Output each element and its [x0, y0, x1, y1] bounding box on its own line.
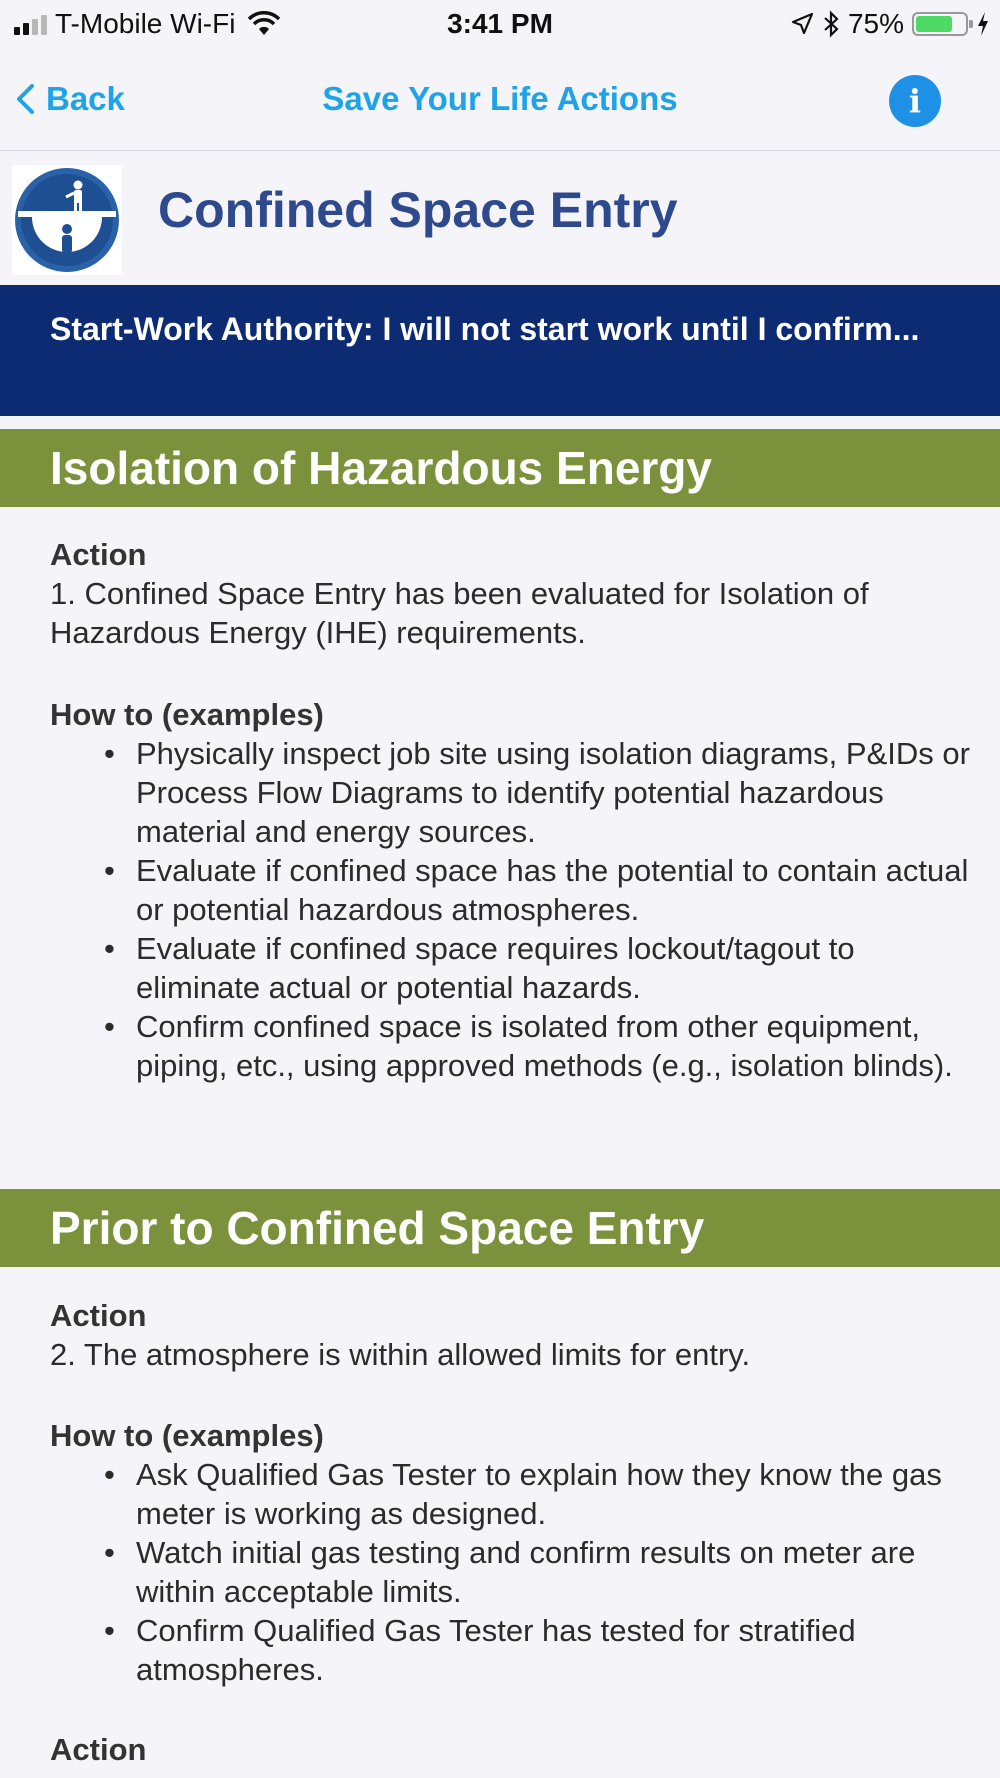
battery-icon: [912, 12, 968, 36]
list-item: • Confirm confined space is isolated from other equipment, piping, etc., using approved methods (e.g., isolation blinds).: [136, 1007, 970, 1085]
section-header-prior-to-entry: Prior to Confined Space Entry: [0, 1189, 1000, 1267]
back-label: Back: [46, 80, 125, 117]
section-2-howto: [50, 1416, 970, 1689]
list-item: • Evaluate if confined space requires lockout/tagout to eliminate actual or potential hazards.: [136, 929, 970, 1007]
list-item: • Ask Qualified Gas Tester to explain how they know the gas meter is working as designed.: [136, 1455, 970, 1533]
nav-title: Save Your Life Actions: [322, 80, 678, 117]
list-item: • Evaluate if confined space has the potential to contain actual or potential hazardous atmospheres.: [136, 851, 970, 929]
list-item: • Confirm Qualified Gas Tester has tested for stratified atmospheres.: [136, 1611, 970, 1689]
battery-fill: [916, 16, 952, 32]
start-work-banner: Start-Work Authority: I will not start work until I confirm...: [0, 285, 1000, 416]
list-item: • Watch initial gas testing and confirm results on meter are within acceptable limits.: [136, 1533, 970, 1611]
howto-label: How to (examples): [50, 1418, 324, 1453]
info-button[interactable]: i: [889, 75, 941, 127]
clock: 3:41 PM: [447, 8, 553, 39]
howto-list: [50, 734, 970, 1085]
action-label: Action: [50, 1732, 147, 1767]
howto-label: How to (examples): [50, 697, 324, 732]
action-text: 1. Confined Space Entry has been evaluated for Isolation of Hazardous Energy (IHE) requirements.: [50, 576, 869, 650]
action-label: Action: [50, 537, 147, 572]
page-title: Confined Space Entry: [158, 182, 678, 238]
status-bar: [0, 0, 1000, 50]
charging-bolt-icon: [976, 11, 990, 37]
page-header: [0, 151, 1000, 285]
status-right: [790, 8, 990, 40]
action-text: 2. The atmosphere is within allowed limits for entry.: [50, 1337, 751, 1372]
action-label: Action: [50, 1298, 147, 1333]
section-2-next-action: [50, 1730, 970, 1769]
section-header-isolation: Isolation of Hazardous Energy: [0, 429, 1000, 507]
section-1-howto: [50, 695, 970, 1085]
carrier-label: T-Mobile Wi-Fi: [55, 8, 236, 39]
bluetooth-icon: [822, 10, 840, 38]
list-item: • Physically inspect job site using isolation diagrams, P&IDs or Process Flow Diagrams to identify potential hazardous material and energy sources.: [136, 734, 970, 851]
section-2-action: [50, 1296, 970, 1374]
location-arrow-icon: [790, 12, 814, 36]
navigation-bar: [0, 50, 1000, 151]
confined-space-icon: [12, 165, 122, 275]
howto-list: [50, 1455, 970, 1689]
battery-percent: 75%: [847, 8, 904, 39]
section-1-action: [50, 535, 970, 652]
